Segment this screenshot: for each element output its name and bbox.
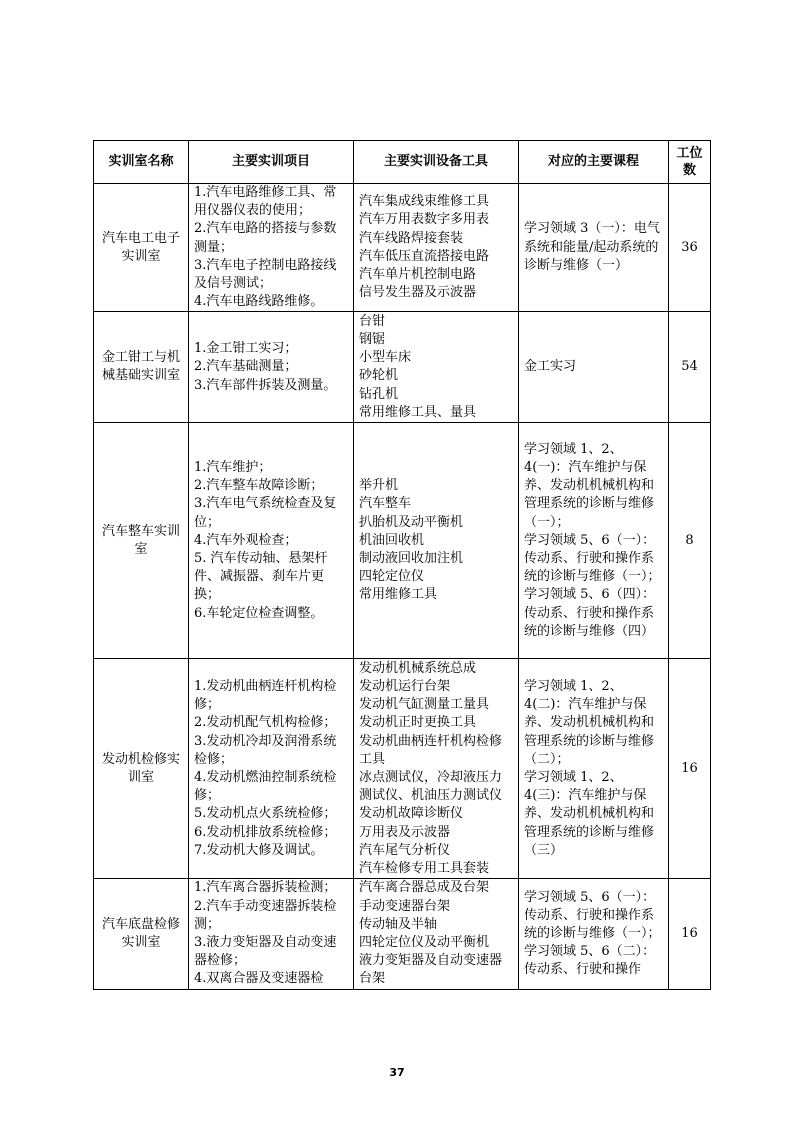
equipment-line: 发动机运行台架 <box>359 678 451 694</box>
workstation-count-cell: 16 <box>669 879 711 989</box>
page-number: 37 <box>389 1066 405 1079</box>
header-room-name: 实训室名称 <box>94 141 189 184</box>
projects-cell <box>189 423 354 659</box>
equipment-line: 汽车检修专用工具套装 <box>359 860 490 876</box>
table-row <box>94 184 711 312</box>
equipment-line: 发动机机械系统总成 <box>359 660 477 676</box>
training-room-table <box>93 140 711 990</box>
table-row <box>94 312 711 423</box>
equipment-line: 发动机气缸测量工量具 <box>359 697 490 713</box>
header-projects: 主要实训项目 <box>189 141 354 184</box>
table-row <box>94 423 711 659</box>
courses-line: 学习领域 5、6（四）：传动系、行驶和操作系统的诊断与维修（四） <box>524 587 656 639</box>
equipment-line: 台钳 <box>359 313 386 329</box>
equipment-line: 制动液回收加注机 <box>359 551 464 567</box>
projects-line: 5.发动机点火系统检修； <box>194 806 337 822</box>
workstation-count-cell: 36 <box>669 184 711 312</box>
workstation-count-cell: 16 <box>669 659 711 879</box>
equipment-cell <box>354 423 519 659</box>
room-name-cell: 金工钳工与机械基础实训室 <box>94 312 189 423</box>
room-name-cell: 汽车电工电子实训室 <box>94 184 189 312</box>
projects-line: 2.汽车基础测量； <box>194 359 298 375</box>
room-name-cell: 发动机检修实训室 <box>94 659 189 879</box>
courses-line: 金工实习 <box>524 359 577 375</box>
projects-line: 2.汽车电路的搭接与参数测量； <box>194 221 337 255</box>
equipment-line: 冰点测试仪，冷却液压力测试仪、机油压力测试仪 <box>359 769 503 804</box>
projects-cell <box>189 312 354 423</box>
projects-line: 4.汽车电路线路维修。 <box>194 294 324 310</box>
projects-line: 4.发动机燃油控制系统检修； <box>194 769 337 804</box>
courses-cell <box>519 879 669 989</box>
equipment-line: 常用维修工具 <box>359 587 438 603</box>
equipment-line: 砂轮机 <box>359 368 399 384</box>
equipment-line: 发动机正时更换工具 <box>359 715 477 731</box>
courses-cell <box>519 423 669 659</box>
equipment-cell <box>354 879 519 989</box>
equipment-line: 四轮定位仪 <box>359 569 425 585</box>
projects-cell <box>189 184 354 312</box>
equipment-cell <box>354 659 519 879</box>
equipment-line: 传动轴及半轴 <box>359 916 438 932</box>
projects-line: 4.双离合器及变速器检 <box>194 971 324 987</box>
projects-line: 1.发动机曲柄连杆机构检修； <box>194 678 337 713</box>
projects-line: 2.发动机配气机构检修； <box>194 715 337 731</box>
equipment-line: 信号发生器及示波器 <box>359 285 477 301</box>
equipment-line: 小型车床 <box>359 350 412 366</box>
projects-line: 6.车轮定位检查调整。 <box>194 605 324 621</box>
projects-cell <box>189 659 354 879</box>
equipment-line: 汽车离合器总成及台架 <box>359 880 490 896</box>
room-name-cell: 汽车底盘检修实训室 <box>94 879 189 989</box>
equipment-line: 汽车单片机控制电路 <box>359 266 477 282</box>
projects-line: 1.金工钳工实习； <box>194 341 298 357</box>
table-header-row <box>94 141 711 184</box>
equipment-cell <box>354 184 519 312</box>
equipment-cell <box>354 312 519 423</box>
equipment-line: 机油回收机 <box>359 532 425 548</box>
projects-line: 3.汽车部件拆装及测量。 <box>194 377 337 393</box>
courses-line: 学习领域 5、6（一）：传动系、行驶和操作系统的诊断与维修（一）； <box>524 889 661 941</box>
header-courses: 对应的主要课程 <box>519 141 669 184</box>
workstation-count-cell: 8 <box>669 423 711 659</box>
projects-line: 4.汽车外观检查； <box>194 532 298 548</box>
table-row <box>94 659 711 879</box>
equipment-line: 发动机故障诊断仪 <box>359 806 464 822</box>
equipment-line: 汽车集成线束维修工具 <box>359 194 490 210</box>
projects-line: 1.汽车电路维修工具、常用仪器仪表的使用； <box>194 185 337 219</box>
equipment-line: 万用表及示波器 <box>359 824 451 840</box>
projects-cell <box>189 879 354 989</box>
header-equipment: 主要实训设备工具 <box>354 141 519 184</box>
table-row <box>94 879 711 989</box>
projects-line: 1.汽车维护； <box>194 460 272 475</box>
courses-line: 学习领域 5、6（一）：传动系、行驶和操作系统的诊断与维修（一）； <box>524 532 661 585</box>
courses-cell <box>519 184 669 312</box>
equipment-line: 扒胎机及动平衡机 <box>359 514 464 530</box>
equipment-line: 举升机 <box>359 478 399 494</box>
equipment-line: 常用维修工具、量具 <box>359 404 477 420</box>
equipment-line: 液力变矩器及自动变速器台架 <box>359 953 503 987</box>
projects-line: 6.发动机排放系统检修； <box>194 824 337 840</box>
projects-line: 2.汽车手动变速器拆装检测； <box>194 898 337 932</box>
projects-line: 2.汽车整车故障诊断； <box>194 478 324 494</box>
courses-line: 学习领域 3（一）：电气系统和能量/起动系统的诊断与维修（一） <box>524 221 660 273</box>
projects-line: 7.发动机大修及调试。 <box>194 842 324 858</box>
equipment-line: 汽车线路焊接套装 <box>359 230 464 246</box>
header-workstations: 工位数 <box>669 141 711 184</box>
equipment-line: 手动变速器台架 <box>359 898 451 914</box>
equipment-line: 汽车万用表数字多用表 <box>359 212 490 228</box>
equipment-line: 钻孔机 <box>359 386 399 402</box>
courses-cell <box>519 659 669 879</box>
courses-line: 学习领域 5、6（二）：传动系、行驶和操作 <box>524 944 656 978</box>
projects-line: 3.汽车电子控制电路接线及信号测试； <box>194 257 337 292</box>
courses-line: 学习领域 1、2、4(三)：汽车维护与保养、发动机机械机构和管理系统的诊断与维修（三） <box>524 769 655 858</box>
workstation-count-cell: 54 <box>669 312 711 423</box>
courses-line: 学习领域 1、2、4(二)：汽车维护与保养、发动机机械机构和管理系统的诊断与维修（二）； <box>524 678 655 767</box>
projects-line: 5. 汽车传动轴、悬架杆件、减振器、刹车片更换； <box>194 551 328 603</box>
equipment-line: 钢锯 <box>359 332 386 348</box>
equipment-line: 汽车低压直流搭接电路 <box>359 248 490 264</box>
equipment-line: 发动机曲柄连杆机构检修工具 <box>359 733 503 767</box>
equipment-line: 汽车尾气分析仪 <box>359 842 451 858</box>
equipment-line: 汽车整车 <box>359 496 412 512</box>
courses-cell <box>519 312 669 423</box>
room-name-cell: 汽车整车实训室 <box>94 423 189 659</box>
projects-line: 1.汽车离合器拆装检测； <box>194 880 337 896</box>
projects-line: 3.汽车电气系统检查及复位； <box>194 496 337 530</box>
projects-line: 3.液力变矩器及自动变速器检修； <box>194 935 337 969</box>
projects-line: 3.发动机冷却及润滑系统检修； <box>194 733 337 767</box>
equipment-line: 四轮定位仪及动平衡机 <box>359 935 490 951</box>
courses-line: 学习领域 1、2、4(一)：汽车维护与保养、发动机机械机构和管理系统的诊断与维修（一）； <box>524 441 655 530</box>
